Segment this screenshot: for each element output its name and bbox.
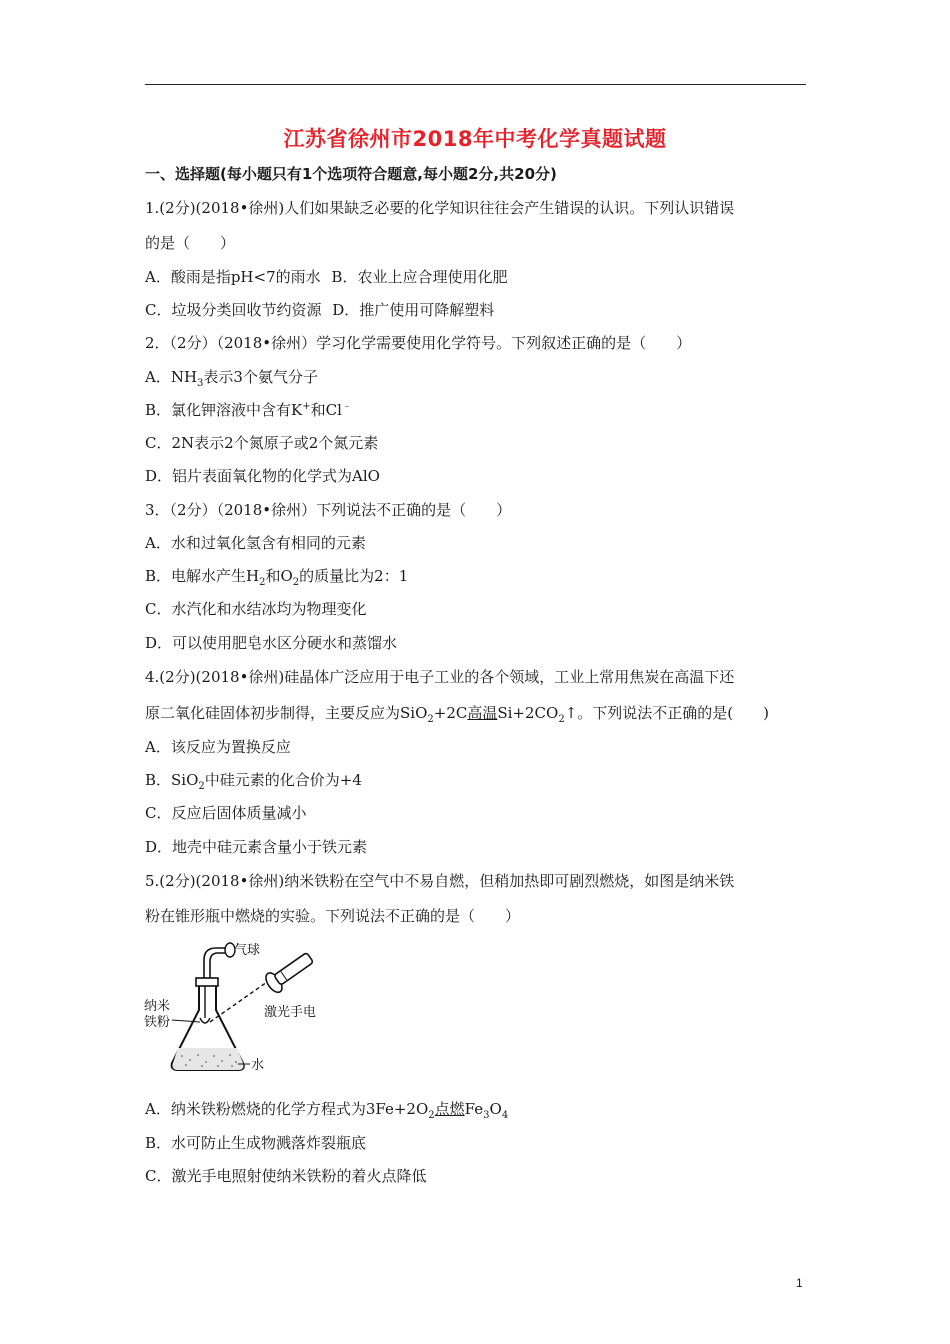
label-powder-1: 纳米	[144, 999, 171, 1014]
q2-option-b: B．氯化钾溶液中含有K+和Cl﹣	[145, 401, 352, 419]
flask-experiment-diagram	[142, 938, 332, 1083]
page-title: 江苏省徐州市2018年中考化学真题试题	[283, 127, 667, 151]
q3-option-d: D．可以使用肥皂水区分硬水和蒸馏水	[145, 634, 398, 652]
page-number: 1	[796, 1276, 803, 1290]
q5-option-c: C．激光手电照射使纳米铁粉的着火点降低	[145, 1167, 427, 1185]
q4-option-b: B．SiO$_2$中硅元素的化合价为+4	[145, 771, 362, 792]
q1-option-a: A．酸雨是指pH<7的雨水	[145, 268, 321, 286]
laser-torch	[263, 948, 317, 995]
q2-option-d: D．铝片表面氧化物的化学式为AlO	[145, 467, 380, 485]
q5-stem-line2: 粉在锥形瓶中燃烧的实验。下列说法不正确的是（ ）	[145, 907, 521, 925]
q2-stem: 2．（2分）（2018•徐州）学习化学需要使用化学符号。下列叙述正确的是（ ）	[145, 334, 692, 352]
q1-option-b: B．农业上应合理使用化肥	[331, 268, 508, 286]
spoon-bowl	[200, 1018, 210, 1023]
section-heading: 一、选择题(每小题只有1个选项符合题意,每小题2分,共20分)	[145, 165, 557, 183]
q2-option-a: A．$NH_3$表示3个氨气分子	[145, 368, 318, 389]
q3-option-c: C．水汽化和水结冰均为物理变化	[145, 600, 367, 618]
balloon-tube-inner	[210, 953, 226, 978]
q1-options-cd	[145, 300, 494, 320]
q1-option-c: C．垃圾分类回收节约资源	[145, 301, 322, 319]
q5-reaction-condition: 点燃	[434, 1100, 465, 1118]
stopper	[196, 978, 218, 986]
q4-option-a: A．该反应为置换反应	[145, 738, 291, 756]
header-rule	[145, 84, 806, 85]
q1-stem-line1: 1.(2分)(2018•徐州)人们如果缺乏必要的化学知识往往会产生错误的认识。下列认识错误	[145, 199, 735, 217]
q1-options-ab	[145, 267, 507, 287]
q4-reaction-condition: 高温	[467, 704, 498, 722]
label-powder-2: 铁粉	[144, 1015, 171, 1030]
water-layer	[173, 1048, 244, 1070]
q4-option-d: D．地壳中硅元素含量小于铁元素	[145, 838, 368, 856]
q4-stem-line2: 原二氧化硅固体初步制得，主要反应为SiO$_2$+2C高温$Si+2CO_2↑$。下列说法不正确的是( )	[145, 704, 769, 725]
label-balloon: 气球	[234, 943, 261, 958]
q5-stem-line1: 5.(2分)(2018•徐州)纳米铁粉在空气中不易自燃，但稍加热即可剧烈燃烧，如图是纳米铁	[145, 872, 735, 890]
q4-stem-line1: 4.(2分)(2018•徐州)硅晶体广泛应用于电子工业的各个领域，工业上常用焦炭在高温下还	[145, 668, 735, 686]
q1-stem-line2: 的是（ ）	[145, 234, 236, 252]
q3-option-b: B．电解水产生$H_2$和$O_2$的质量比为2：1	[145, 567, 409, 588]
q3-option-a: A．水和过氧化氢含有相同的元素	[145, 534, 366, 552]
q1-option-d: D．推广使用可降解塑料	[332, 301, 495, 319]
q2-option-c: C．2N表示2个氮原子或2个氮元素	[145, 434, 379, 452]
powder-pointer	[172, 1020, 200, 1022]
label-torch: 激光手电	[264, 1005, 317, 1020]
label-water: 水	[251, 1058, 265, 1073]
q4-option-c: C．反应后固体质量减小	[145, 804, 307, 822]
q5-option-b: B．水可防止生成物溅落炸裂瓶底	[145, 1134, 367, 1152]
laser-beam	[210, 982, 267, 1022]
q5-option-a: A．纳米铁粉燃烧的化学方程式为$3Fe+2O_2$点燃$Fe_3O_4$	[145, 1100, 509, 1121]
q3-stem: 3．（2分）（2018•徐州）下列说法不正确的是（ ）	[145, 501, 512, 519]
